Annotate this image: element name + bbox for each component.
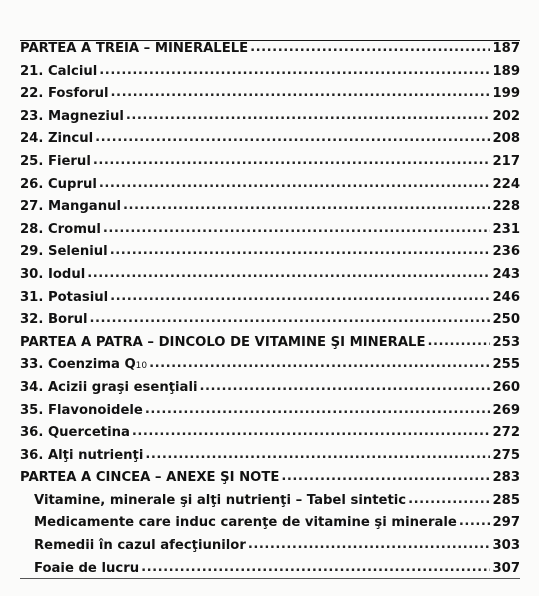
toc-entry-page: 224 bbox=[492, 176, 520, 192]
dot-leader bbox=[427, 334, 490, 349]
toc-entry-title: 28. Cromul bbox=[20, 221, 101, 237]
toc-subentry bbox=[20, 561, 520, 584]
toc-entry bbox=[20, 244, 520, 267]
toc-entry-title-subscript: 10 bbox=[135, 361, 148, 372]
dot-leader bbox=[87, 266, 490, 281]
toc-entry-page: 272 bbox=[492, 425, 520, 441]
toc-entry-title-main: 33. Coenzima Q bbox=[20, 357, 136, 373]
toc-subentry bbox=[20, 538, 520, 561]
toc-entry-title: Remedii în cazul afecţiunilor bbox=[34, 538, 246, 554]
toc-entry-page: 202 bbox=[492, 108, 520, 124]
bottom-rule bbox=[20, 578, 520, 579]
toc-entry-title bbox=[20, 357, 147, 372]
toc-entry-page: 199 bbox=[492, 86, 520, 102]
dot-leader bbox=[95, 130, 490, 145]
toc-entry-title: 23. Magneziul bbox=[20, 108, 124, 124]
toc-entry bbox=[20, 448, 520, 471]
toc-entry bbox=[20, 154, 520, 177]
toc-entry bbox=[20, 199, 520, 222]
dot-leader bbox=[459, 514, 491, 529]
toc-entry-title: 31. Potasiul bbox=[20, 289, 109, 305]
dot-leader bbox=[110, 289, 490, 304]
toc-entry-page: 307 bbox=[492, 560, 520, 576]
toc-entry bbox=[20, 380, 520, 403]
dot-leader bbox=[248, 537, 491, 552]
toc-entry-page: 208 bbox=[492, 131, 520, 147]
toc-entry bbox=[20, 425, 520, 448]
toc-entry-page: 283 bbox=[492, 470, 520, 486]
toc-entry-title: 32. Borul bbox=[20, 312, 88, 328]
dot-leader bbox=[250, 40, 490, 55]
toc-entry-title: 22. Fosforul bbox=[20, 86, 109, 102]
toc-entry-title: 24. Zincul bbox=[20, 131, 94, 147]
toc-entry-page: 236 bbox=[492, 244, 520, 260]
toc-subentry bbox=[20, 515, 520, 538]
toc-entry-page: 303 bbox=[492, 538, 520, 554]
toc-entry-title: Medicamente care induc carenţe de vitamine şi minerale bbox=[34, 515, 457, 531]
toc-entry bbox=[20, 177, 520, 200]
dot-leader bbox=[281, 469, 490, 484]
toc-entry-title: 26. Cuprul bbox=[20, 176, 97, 192]
toc-entry-title: 21. Calciul bbox=[20, 63, 98, 79]
toc-entry bbox=[20, 290, 520, 313]
toc-entry-page: 243 bbox=[492, 266, 520, 282]
toc-entry bbox=[20, 403, 520, 426]
toc-entry-part-three bbox=[20, 41, 520, 64]
dot-leader bbox=[110, 243, 491, 258]
toc-entry-title: Foaie de lucru bbox=[34, 560, 140, 576]
toc-entry-title: Vitamine, minerale şi alţi nutrienţi – Tabel sintetic bbox=[34, 492, 407, 508]
toc-entry bbox=[20, 86, 520, 109]
toc-entry-page: 285 bbox=[492, 492, 520, 508]
toc-entry-page: 250 bbox=[492, 312, 520, 328]
dot-leader bbox=[132, 424, 491, 439]
dot-leader bbox=[145, 402, 491, 417]
toc-entry-page: 187 bbox=[492, 41, 520, 56]
toc-entry bbox=[20, 267, 520, 290]
toc-entry bbox=[20, 109, 520, 132]
dot-leader bbox=[149, 356, 490, 371]
toc-entry-title: PARTEA A TREIA – MINERALELE bbox=[20, 41, 249, 56]
toc-entry-title: 35. Flavonoidele bbox=[20, 402, 143, 418]
dot-leader bbox=[145, 447, 490, 462]
toc-subentry bbox=[20, 493, 520, 516]
toc-entry-title: 34. Acizii graşi esenţiali bbox=[20, 379, 198, 395]
dot-leader bbox=[126, 108, 491, 123]
toc-entry bbox=[20, 131, 520, 154]
dot-leader bbox=[200, 379, 491, 394]
dot-leader bbox=[103, 221, 491, 236]
dot-leader bbox=[408, 492, 490, 507]
toc-entry-page: 255 bbox=[492, 357, 520, 373]
toc-entry-page: 260 bbox=[492, 379, 520, 395]
toc-entry-part-five bbox=[20, 470, 520, 493]
toc-entry-page: 228 bbox=[492, 199, 520, 215]
toc-entry-part-four bbox=[20, 335, 520, 358]
toc-entry bbox=[20, 357, 520, 380]
dot-leader bbox=[99, 176, 491, 191]
toc-entry-title: PARTEA A PATRA – DINCOLO DE VITAMINE ŞI MINERALE bbox=[20, 334, 426, 350]
dot-leader bbox=[93, 153, 491, 168]
toc-entry-title: 27. Manganul bbox=[20, 199, 121, 215]
toc-entry-page: 217 bbox=[492, 153, 520, 169]
table-of-contents bbox=[20, 40, 520, 583]
dot-leader bbox=[99, 63, 490, 78]
toc-entry-page: 231 bbox=[492, 221, 520, 237]
toc-entry-title: 29. Seleniul bbox=[20, 244, 108, 260]
toc-entry-page: 269 bbox=[492, 402, 520, 418]
toc-entry-title: 36. Alţi nutrienţi bbox=[20, 447, 144, 463]
dot-leader bbox=[141, 560, 490, 575]
toc-entry-page: 253 bbox=[492, 334, 520, 350]
toc-entry-title: 36. Quercetina bbox=[20, 425, 130, 441]
toc-entry-title: 25. Fierul bbox=[20, 153, 91, 169]
toc-entry-page: 297 bbox=[492, 515, 520, 531]
toc-entry-page: 275 bbox=[492, 447, 520, 463]
dot-leader bbox=[123, 198, 490, 213]
dot-leader bbox=[111, 85, 491, 100]
toc-entry-title: PARTEA A CINCEA – ANEXE ŞI NOTE bbox=[20, 470, 280, 486]
toc-entry bbox=[20, 312, 520, 335]
dot-leader bbox=[89, 311, 490, 326]
toc-entry-page: 246 bbox=[492, 289, 520, 305]
toc-entry-page: 189 bbox=[492, 63, 520, 79]
toc-entry bbox=[20, 222, 520, 245]
toc-entry-title: 30. Iodul bbox=[20, 266, 86, 282]
toc-entry bbox=[20, 64, 520, 87]
